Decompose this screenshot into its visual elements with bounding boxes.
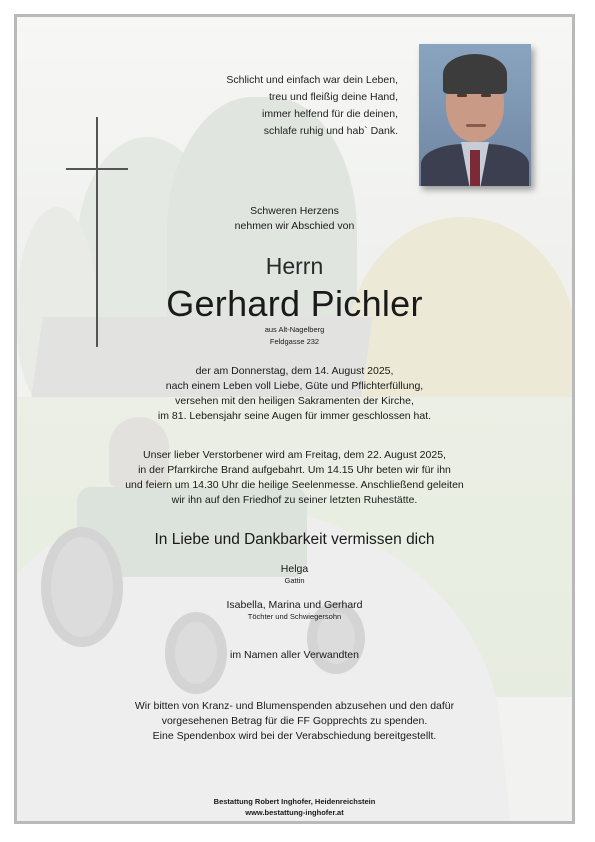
deceased-name: Gerhard Pichler — [166, 283, 423, 324]
portrait-photo — [419, 44, 531, 186]
mourning-line: In Liebe und Dankbarkeit vermissen dich — [154, 531, 435, 548]
relative-role: Gattin — [284, 576, 305, 585]
funeral-details: Unser lieber Verstorbener wird am Freitag, dem 22. August 2025, in der Pfarrkirche Brand aufgebahrt. Um 14.15 Uhr beten wir für ihn und feiern um 14.30 Uhr die heilige Seelenmesse. Anschließend geleiten wir ihn auf den Friedhof zu seiner letzten Ruhestätte. — [125, 449, 464, 506]
death-announcement: der am Donnerstag, dem 14. August 2025, nach einem Leben voll Liebe, Güte und Pflichterfüllung, versehen mit den heiligen Sakramenten der Kirche, im 81. Lebensjahr seine Augen für immer geschlossen hat. — [157, 365, 432, 422]
memorial-poem — [138, 72, 398, 140]
funeral-home-footer — [17, 796, 572, 818]
relative-entry — [17, 599, 572, 622]
funeral-home-name: Bestattung Robert Inghofer, Heidenreichstein — [213, 797, 376, 806]
origin-address: aus Alt-Nagelberg Feldgasse 232 — [264, 325, 325, 346]
poem-line: immer helfend für die deinen, — [262, 108, 398, 120]
poem-line: schlafe ruhig und hab` Dank. — [263, 125, 398, 137]
donation-note: Wir bitten von Kranz- und Blumenspenden abzusehen und den dafür vorgesehenen Betrag für die FF Gopprechts zu spenden. Eine Spendenbox wird bei der Verabschiedung bereitgestellt. — [134, 700, 455, 742]
poem-line: treu und fleißig deine Hand, — [269, 91, 398, 103]
funeral-home-website[interactable]: www.bestattung-inghofer.at — [245, 808, 344, 817]
relatives-all: im Namen aller Verwandten — [230, 649, 359, 661]
relative-name: Helga — [280, 563, 309, 575]
intro-text: Schweren Herzens nehmen wir Abschied von — [234, 205, 355, 232]
relative-name: Isabella, Marina und Gerhard — [226, 599, 363, 611]
relative-role: Töchter und Schwiegersohn — [247, 612, 342, 621]
obituary-card — [14, 14, 575, 824]
poem-line: Schlicht und einfach war dein Leben, — [226, 74, 398, 86]
relative-entry — [17, 563, 572, 586]
honorific: Herrn — [265, 253, 324, 279]
